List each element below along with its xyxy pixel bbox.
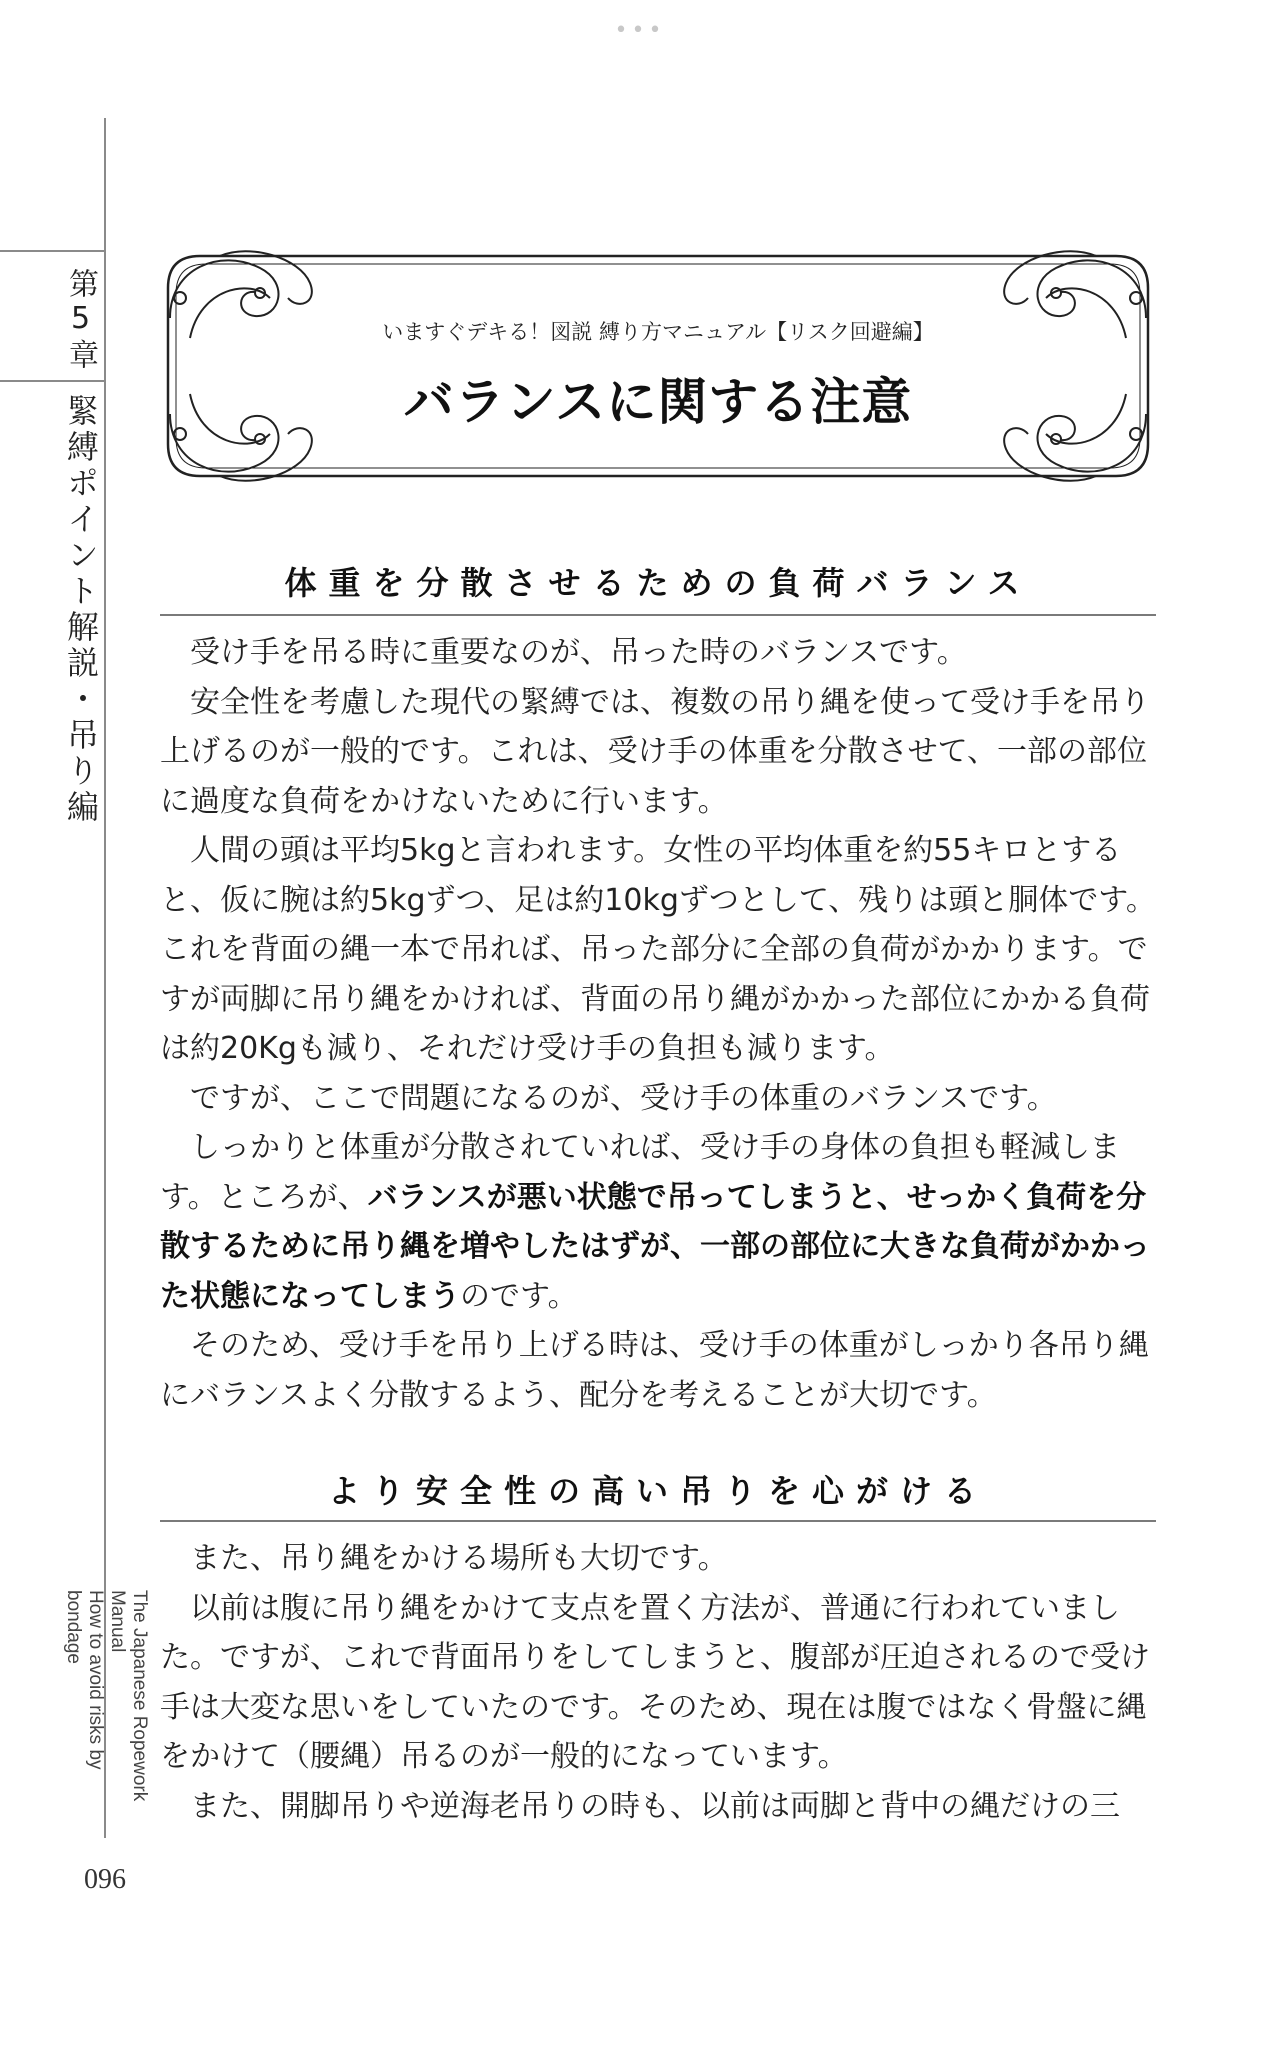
paragraph: 受け手を吊る時に重要なのが、吊った時のバランスです。 [190, 635, 967, 670]
paragraph: 安全性を考慮した現代の緊縛では、複数の吊り縄を使って受け手を吊り上げるのが一般的です。これは、受け手の体重を分散させて、一部の部位に過度な負荷をかけないために行います。 [160, 684, 1150, 819]
emphasis-text: バランスが悪い状態で吊ってしまうと、せっかく負荷を分散するために吊り縄を増やしたはずが、一部の部位に大きな負荷がかかった状態になってしまう [160, 1179, 1150, 1314]
chapter-title: 緊縛ポイント解説・吊り編 [62, 394, 100, 826]
paragraph: また、開脚吊りや逆海老吊りの時も、以前は両脚と背中の縄だけの三 [190, 1788, 1120, 1824]
text-run: しっかりと体重が分散されていれば、受け手の身体の負担も軽減します。ところが、 [160, 1130, 1120, 1215]
page-number: 096 [84, 1864, 126, 1895]
section2-body [160, 1534, 1156, 1831]
book-english-line1: The Japanese Ropework Manual [107, 1590, 150, 1802]
page-indicator-dots: ••• [614, 18, 666, 43]
paragraph: 以前は腹に吊り縄をかけて支点を置く方法が、普通に行われていました。ですが、これで背面吊りをしてしまうと、腹部が圧迫されるので受け手は大変な思いをしていたのです。そのため、現在は腹ではなく骨盤に縄をかけて（腰縄）吊るのが一般的になっています。 [160, 1590, 1150, 1774]
chapter-label: 第5章 [63, 268, 98, 372]
section1-rule [160, 614, 1156, 616]
paragraph: 人間の頭は平均5kgと言われます。女性の平均体重を約55キロとすると、仮に腕は約5kgずつ、足は約10kgずつとして、残りは頭と胴体です。これを背面の縄一本で吊れば、吊った部分に全部の負荷がかかります。ですが両脚に吊り縄をかければ、背面の吊り縄がかかった部位にかかる負荷は約20Kgも減り、それだけ受け手の負担も減ります。 [160, 833, 1156, 1066]
paragraph [160, 1123, 1156, 1321]
section1-heading: 体重を分散させるための負荷バランス [284, 564, 1032, 602]
section2-heading: より安全性の高い吊りを心がける [327, 1472, 988, 1510]
text-run: のです。 [460, 1278, 578, 1314]
paragraph: また、吊り縄をかける場所も大切です。 [190, 1541, 728, 1576]
paragraph: ですが、ここで問題になるのが、受け手の体重のバランスです。 [190, 1080, 1057, 1116]
series-subtitle: いますぐデキる！図説 縛り方マニュアル【リスク回避編】 [382, 320, 934, 344]
side-divider [104, 118, 106, 1838]
page-title: バランスに関する注意 [403, 373, 913, 431]
section1-body [160, 628, 1156, 1420]
paragraph: そのため、受け手を吊り上げる時は、受け手の体重がしっかり各吊り縄にバランスよく分散するよう、配分を考えることが大切です。 [160, 1328, 1149, 1413]
section2-rule [160, 1520, 1156, 1522]
book-english-title [62, 1590, 150, 1840]
book-english-line2: How to avoid risks by bondage [63, 1590, 106, 1770]
